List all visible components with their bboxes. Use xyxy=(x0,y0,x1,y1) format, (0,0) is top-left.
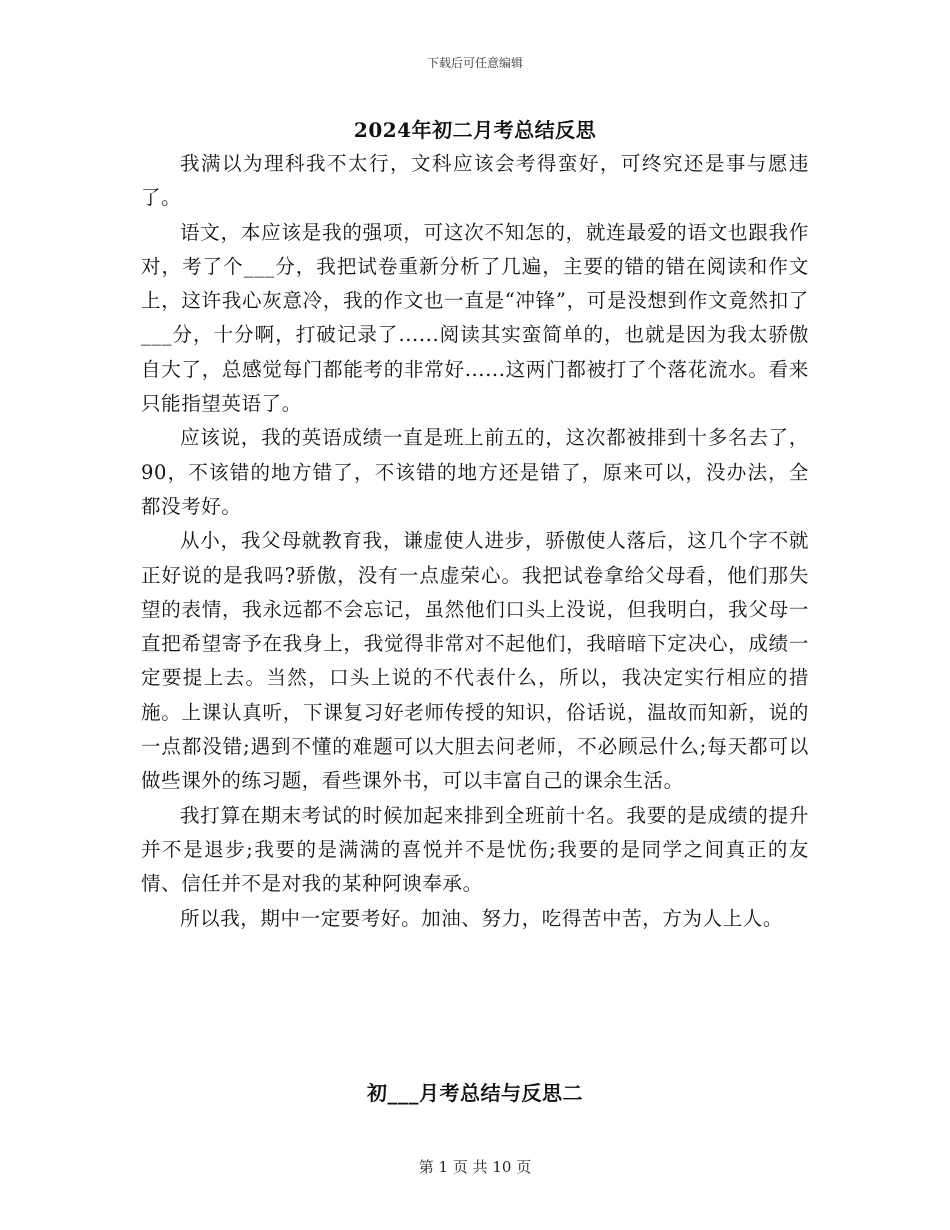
paragraph: 我打算在期末考试的时候加起来排到全班前十名。我要的是成绩的提升并不是退步;我要的是满满的喜悦并不是忧伤;我要的是同学之间真正的友情、信任并不是对我的某种阿谀奉承。 xyxy=(141,803,809,896)
paragraph: 所以我，期中一定要考好。加油、努力，吃得苦中苦，方为人上人。 xyxy=(180,906,784,930)
paragraph: 应该说，我的英语成绩一直是班上前五的，这次都被排到十多名去了，90，不该错的地方错了，不该错的地方还是错了，原来可以，没办法，全都没考好。 xyxy=(141,426,809,518)
paragraph: 我满以为理科我不太行，文科应该会考得蛮好，可终究还是事与愿违了。 xyxy=(141,152,809,210)
document-body xyxy=(141,147,809,936)
header-note: 下载后可任意编辑 xyxy=(426,56,523,70)
paragraph: 从小，我父母就教育我，谦虚使人进步，骄傲使人落后，这几个字不就正好说的是我吗?骄傲，没有一点虚荣心。我把试卷拿给父母看，他们那失望的表情，我永远都不会忘记，虽然他们口头上没说，但我明白，我父母一直把希望寄予在我身上，我觉得非常对不起他们，我暗暗下定决心，成绩一定要提上去。当然，口头上说的不代表什么，所以，我决定实行相应的措施。上课认真听，下课复习好老师传授的知识，俗话说，温故而知新，说的一点都没错;遇到不懂的难题可以大胆去问老师，不必顾忌什么;每天都可以做些课外的练习题，看些课外书，可以丰富自己的课余生活。 xyxy=(141,529,809,793)
paragraph: 语文，本应该是我的强项，可这次不知怎的，就连最爱的语文也跟我作对，考了个___分，我把试卷重新分析了几遍，主要的错的错在阅读和作文上，这许我心灰意冷，我的作文也一直是“冲锋”，可是没想到作文竟然扣了___分，十分啊，打破记录了......阅读其实蛮简单的，也就是因为我太骄傲自大了，总感觉每门都能考的非常好......这两门都被打了个落花流水。看来只能指望英语了。 xyxy=(141,220,809,416)
document-title: 2024年初二月考总结反思 xyxy=(353,118,597,142)
page-footer: 第 1 页 共 10 页 xyxy=(418,1158,532,1176)
section-subtitle: 初___月考总结与反思二 xyxy=(367,1081,583,1105)
